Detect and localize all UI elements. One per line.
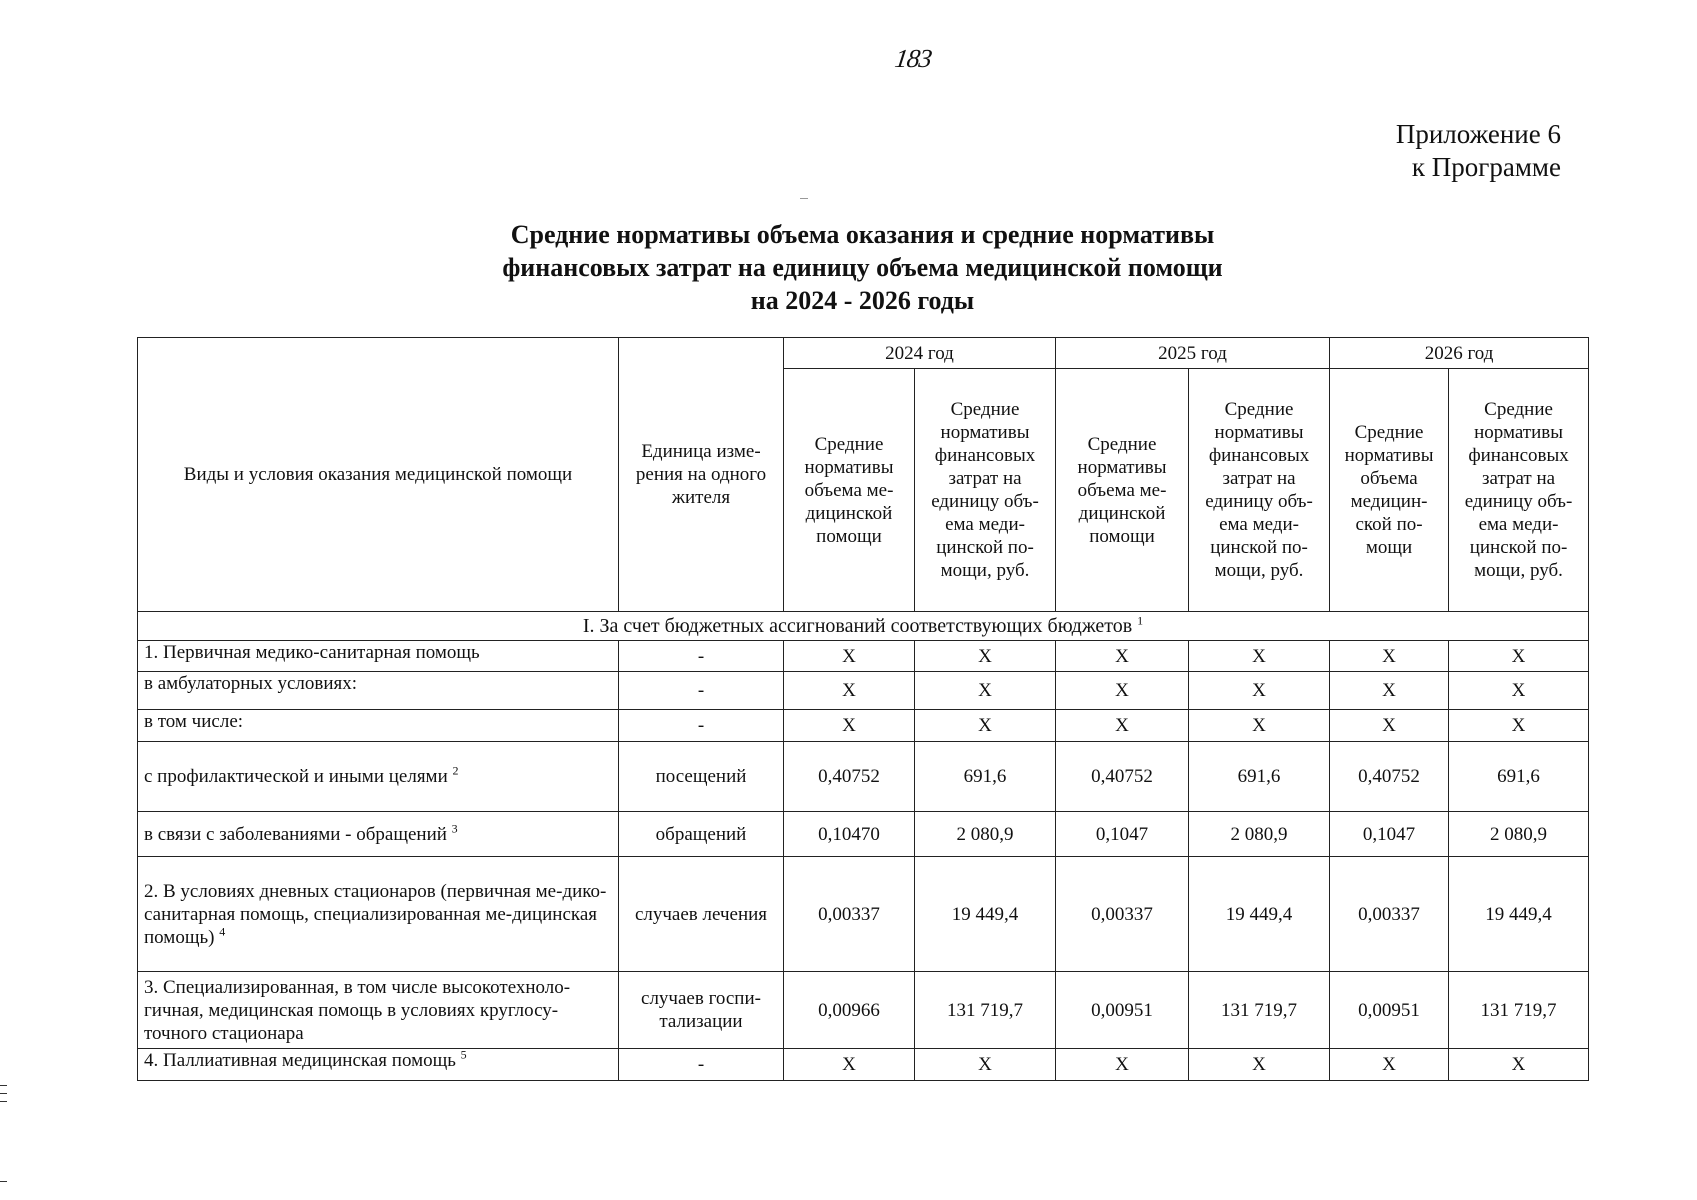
section-footnote: 1 (1137, 612, 1144, 627)
section-title: I. За счет бюджетных ассигнований соответствующих бюджетов (582, 614, 1133, 637)
row-value: 19 449,4 (1449, 857, 1589, 972)
appendix-line-2: к Программе (1411, 152, 1561, 182)
table-row (138, 710, 1589, 742)
table-body (138, 641, 1589, 1081)
row-value: 691,6 (915, 742, 1056, 812)
row-value: X (784, 641, 915, 672)
row-value: X (1189, 710, 1330, 742)
header-2024-volume: Средние нормативы объема ме-дицинской помощи (784, 369, 915, 612)
row-value: X (915, 672, 1056, 710)
row-label: 4. Паллиативная медицинская помощь (144, 1050, 456, 1071)
row-value: 0,00966 (784, 972, 915, 1049)
row-unit: случаев госпи-тализации (619, 972, 784, 1049)
header-unit: Единица изме-рения на одного жителя (619, 338, 784, 612)
row-label-cell (138, 672, 619, 710)
table-row (138, 742, 1589, 812)
header-2025-cost: Средние нормативы финансовых затрат на единицу объ-ема меди-цинской по-мощи, руб. (1189, 369, 1330, 612)
row-unit: - (619, 672, 784, 710)
row-value: X (1189, 672, 1330, 710)
row-value: 0,40752 (784, 742, 915, 812)
row-value: X (1330, 710, 1449, 742)
row-value: X (915, 1049, 1056, 1081)
row-label: 1. Первичная медико-санитарная помощь (144, 642, 480, 663)
row-label: 3. Специализированная, в том числе высокотехноло-гичная, медицинская помощь в условиях круглосу-точного стационара (144, 976, 571, 1044)
row-label-cell (138, 972, 619, 1049)
row-value: 2 080,9 (1449, 812, 1589, 857)
row-value: 0,40752 (1330, 742, 1449, 812)
norms-table (137, 337, 1589, 1081)
row-value: 131 719,7 (1449, 972, 1589, 1049)
row-value: 19 449,4 (1189, 857, 1330, 972)
scan-edge-mark (0, 1101, 7, 1102)
row-value: 0,00337 (784, 857, 915, 972)
row-unit: - (619, 641, 784, 672)
row-label: в том числе: (144, 711, 244, 732)
row-value: 0,00337 (1330, 857, 1449, 972)
header-2024-cost: Средние нормативы финансовых затрат на единицу объ-ема меди-цинской по-мощи, руб. (915, 369, 1056, 612)
row-value: X (1330, 672, 1449, 710)
row-label-cell (138, 710, 619, 742)
row-value: 0,00951 (1330, 972, 1449, 1049)
header-row-years (138, 338, 1589, 369)
title-line-3: на 2024 - 2026 годы (750, 286, 975, 315)
row-unit: - (619, 710, 784, 742)
row-value: X (784, 672, 915, 710)
row-value: X (784, 1049, 915, 1081)
row-label: в связи с заболеваниями - обращений (144, 823, 447, 845)
header-year-2024: 2024 год (784, 338, 1056, 369)
row-label-cell (138, 641, 619, 672)
header-year-2026: 2026 год (1330, 338, 1589, 369)
row-value: 0,00337 (1056, 857, 1189, 972)
row-value: 0,00951 (1056, 972, 1189, 1049)
header-2026-cost: Средние нормативы финансовых затрат на единицу объ-ема меди-цинской по-мощи, руб. (1449, 369, 1589, 612)
row-value: X (915, 641, 1056, 672)
row-value: 131 719,7 (915, 972, 1056, 1049)
row-label-cell (138, 1049, 619, 1081)
row-value: 691,6 (1189, 742, 1330, 812)
header-type: Виды и условия оказания медицинской помощи (138, 338, 619, 612)
page-number: 183 (893, 44, 934, 73)
scan-edge-mark (0, 1093, 7, 1094)
table-row (138, 672, 1589, 710)
row-label-cell (138, 742, 619, 812)
row-unit: обращений (619, 812, 784, 857)
row-unit: посещений (619, 742, 784, 812)
title-line-1: Средние нормативы объема оказания и средние нормативы (510, 220, 1215, 249)
row-footnote: 4 (219, 924, 226, 939)
scan-edge-mark (0, 1085, 7, 1086)
row-unit: - (619, 1049, 784, 1081)
row-label: в амбулаторных условиях: (144, 673, 358, 694)
row-value: 0,1047 (1330, 812, 1449, 857)
row-label-cell (138, 857, 619, 972)
table-row (138, 972, 1589, 1049)
row-value: X (1449, 641, 1589, 672)
scan-mark (800, 198, 808, 199)
title-line-2: финансовых затрат на единицу объема медицинской помощи (502, 253, 1223, 282)
row-value: X (1189, 641, 1330, 672)
appendix-reference (1396, 118, 1561, 184)
section-title-cell (138, 612, 1589, 641)
row-value: 0,1047 (1056, 812, 1189, 857)
table-row (138, 857, 1589, 972)
row-unit: случаев лечения (619, 857, 784, 972)
row-value: X (915, 710, 1056, 742)
row-value: 2 080,9 (1189, 812, 1330, 857)
row-value: X (1449, 672, 1589, 710)
row-footnote: 5 (460, 1047, 467, 1062)
scan-edge-mark (0, 1181, 7, 1182)
row-value: 0,40752 (1056, 742, 1189, 812)
row-value: X (1449, 1049, 1589, 1081)
row-label-cell (138, 812, 619, 857)
row-value: X (1056, 1049, 1189, 1081)
section-row (138, 612, 1589, 641)
header-year-2025: 2025 год (1056, 338, 1330, 369)
row-value: 19 449,4 (915, 857, 1056, 972)
row-value: X (1449, 710, 1589, 742)
appendix-line-1: Приложение 6 (1395, 119, 1561, 149)
row-label: 2. В условиях дневных стационаров (первичная ме-дико-санитарная помощь, специализированная ме-дицинская помощь) (144, 880, 607, 948)
document-title (0, 218, 1697, 317)
header-2026-volume: Средние нормативы объема медицин-ской по-мощи (1330, 369, 1449, 612)
row-label: с профилактической и иными целями (144, 766, 448, 787)
row-footnote: 2 (452, 763, 459, 778)
row-footnote: 3 (451, 821, 458, 836)
row-value: X (1056, 641, 1189, 672)
table-row (138, 812, 1589, 857)
header-2025-volume: Средние нормативы объема ме-дицинской помощи (1056, 369, 1189, 612)
row-value: 691,6 (1449, 742, 1589, 812)
row-value: X (1056, 672, 1189, 710)
row-value: 131 719,7 (1189, 972, 1330, 1049)
row-value: X (1056, 710, 1189, 742)
row-value: X (784, 710, 915, 742)
table-row (138, 641, 1589, 672)
table-row (138, 1049, 1589, 1081)
row-value: X (1330, 1049, 1449, 1081)
row-value: 2 080,9 (915, 812, 1056, 857)
row-value: 0,10470 (784, 812, 915, 857)
row-value: X (1330, 641, 1449, 672)
row-value: X (1189, 1049, 1330, 1081)
